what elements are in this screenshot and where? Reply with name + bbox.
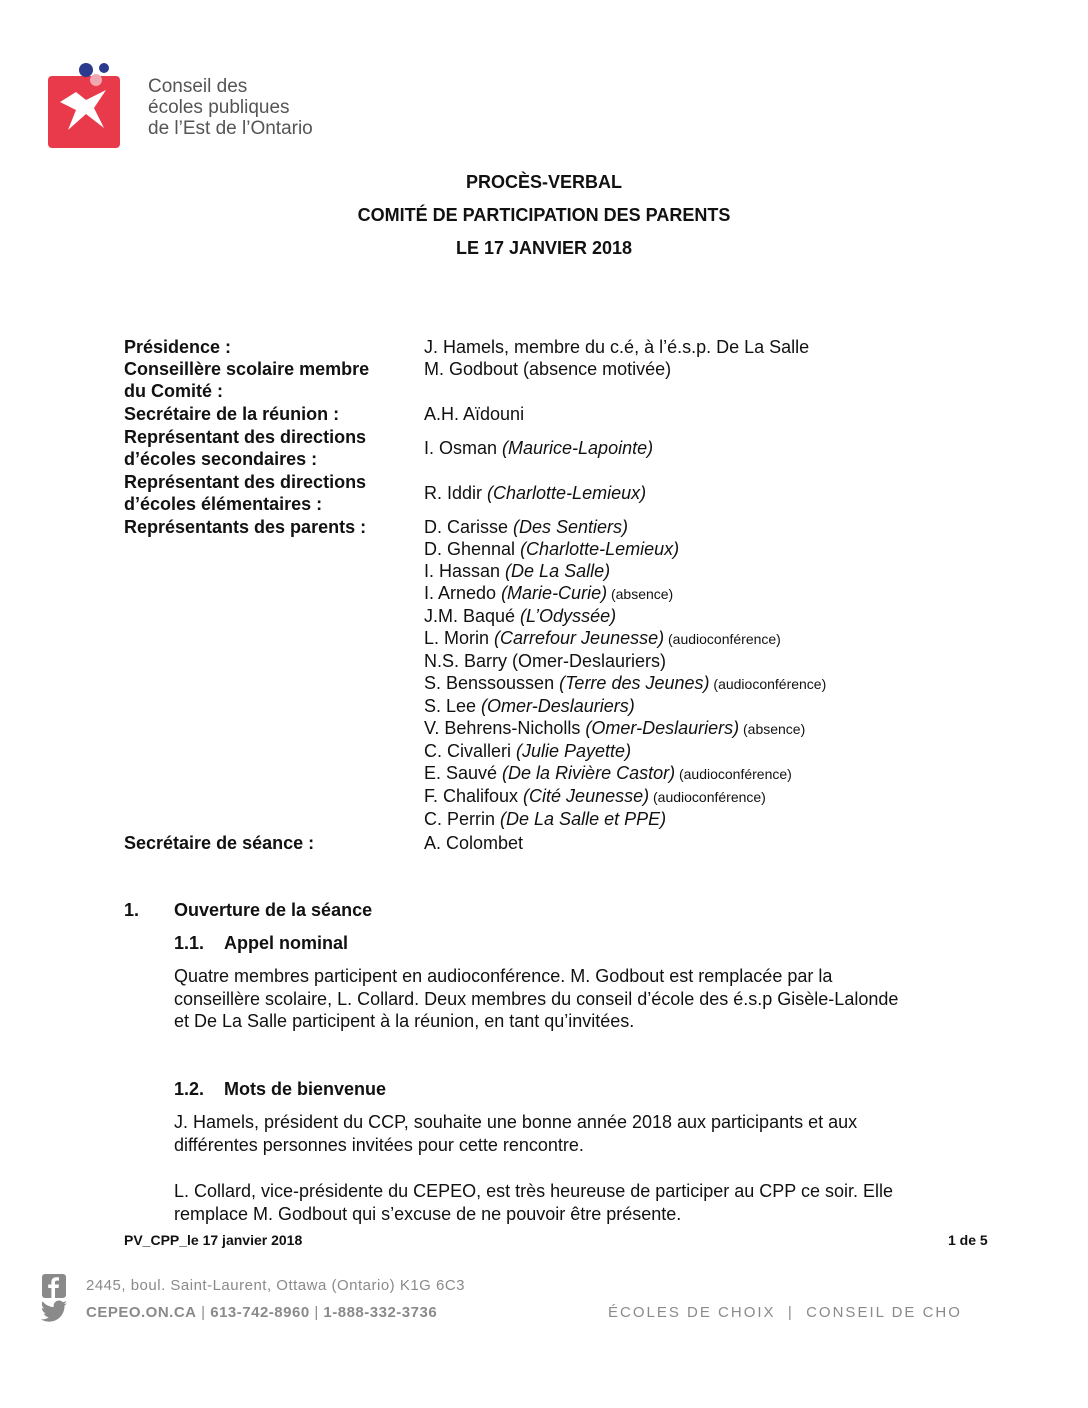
parent-note: (audioconférence)	[709, 676, 827, 692]
parent-school: (L’Odyssée)	[520, 606, 617, 626]
dir-sec-label-line: Représentant des directions	[124, 427, 367, 447]
parent-name: J.M. Baqué	[424, 606, 521, 626]
secretaire-seance-value: A. Colombet	[424, 833, 524, 853]
parent-name: N.S. Barry	[424, 651, 513, 671]
parent-school: (Charlotte-Lemieux)	[520, 539, 680, 559]
section-1-1-number: 1.1.	[174, 933, 205, 953]
section-1-title: Ouverture de la séance	[174, 900, 373, 920]
dir-sec-name: I. Osman	[424, 438, 503, 458]
parent-school: (Des Sentiers)	[513, 517, 629, 537]
parent-note: (absence)	[607, 586, 674, 602]
parent-school: (De La Salle)	[505, 561, 611, 581]
parent-name: D. Carisse	[424, 517, 514, 537]
parent-name: D. Ghennal	[424, 539, 521, 559]
twitter-icon[interactable]	[40, 1300, 68, 1324]
org-logo	[46, 62, 346, 152]
org-name	[148, 76, 313, 139]
section-1-2-number: 1.2.	[174, 1079, 205, 1099]
parent-representative	[424, 650, 826, 672]
parent-name: C. Perrin	[424, 809, 501, 829]
parent-note: (audioconférence)	[649, 789, 766, 805]
cepeo-logo-icon	[46, 62, 136, 152]
committee-title: COMITÉ DE PARTICIPATION DES PARENTS	[357, 205, 731, 225]
parent-school: (Omer-Deslauriers)	[585, 718, 740, 738]
footer-separator: |	[309, 1304, 324, 1321]
facebook-icon[interactable]	[42, 1274, 66, 1298]
parent-representative	[424, 516, 826, 538]
section-1-number: 1.	[124, 900, 140, 920]
secretaire-reunion-value: A.H. Aïdouni	[424, 404, 525, 424]
dir-elem-school: (Charlotte-Lemieux)	[487, 483, 647, 503]
footer-phone: 613-742-8960	[210, 1304, 310, 1321]
section-1-2-para-2: L. Collard, vice-présidente du CEPEO, est très heureuse de participer au CPP ce soir. Elle remplace M. Godbout qui s’excuse de ne pouvoir être présente.	[174, 1181, 894, 1224]
page-number: 1 de 5	[948, 1232, 988, 1248]
parent-name: C. Civalleri	[424, 741, 517, 761]
secretaire-reunion-label: Secrétaire de la réunion :	[124, 404, 340, 424]
conseillere-label-line: Conseillère scolaire membre	[124, 359, 370, 379]
secretaire-seance-label: Secrétaire de séance :	[124, 833, 315, 853]
parent-representative	[424, 695, 826, 717]
org-name-line: Conseil des	[148, 76, 248, 97]
footer-address: 2445, boul. Saint-Laurent, Ottawa (Ontario) K1G 6C3	[86, 1277, 466, 1294]
org-name-line: écoles publiques	[148, 97, 290, 118]
parent-name: E. Sauvé	[424, 763, 503, 783]
conseillere-label	[124, 358, 404, 402]
parent-school: (De la Rivière Castor)	[502, 763, 676, 783]
parent-school: (Omer-Deslauriers)	[512, 651, 667, 671]
dir-sec-label-line: d’écoles secondaires :	[124, 449, 318, 469]
doc-reference: PV_CPP_le 17 janvier 2018	[124, 1232, 303, 1248]
parent-name: V. Behrens-Nicholls	[424, 718, 586, 738]
parent-note: (audioconférence)	[664, 631, 781, 647]
parent-representative	[424, 672, 826, 695]
org-name-line: de l’Est de l’Ontario	[148, 118, 313, 139]
conseillere-label-line: du Comité :	[124, 381, 223, 401]
parent-representative	[424, 717, 826, 740]
parent-representative	[424, 605, 826, 627]
parent-school: (Cité Jeunesse)	[523, 786, 650, 806]
parents-list	[424, 516, 826, 830]
parent-name: S. Benssoussen	[424, 673, 560, 693]
section-1-1-text: Quatre membres participent en audioconférence. M. Godbout est remplacée par la conseillère scolaire, L. Collard. Deux membres du conseil d’école des é.s.p Gisèle-Lalonde et De La Salle participent à la réunion, en tant qu’invitées.	[174, 966, 899, 1031]
footer-website-link[interactable]: CEPEO.ON.CA	[86, 1304, 197, 1321]
doc-title: PROCÈS-VERBAL	[465, 172, 622, 192]
meeting-date: LE 17 JANVIER 2018	[455, 238, 633, 258]
parent-name: I. Arnedo	[424, 583, 502, 603]
parent-school: (Carrefour Jeunesse)	[494, 628, 665, 648]
parent-school: (Terre des Jeunes)	[559, 673, 710, 693]
parents-label: Représentants des parents :	[124, 517, 367, 537]
dir-elem-label-line: d’écoles élémentaires :	[124, 494, 323, 514]
parent-representative	[424, 808, 826, 830]
dir-elem-value	[424, 482, 646, 504]
parent-name: L. Morin	[424, 628, 495, 648]
dir-sec-value	[424, 437, 653, 459]
dir-sec-label	[124, 426, 404, 470]
dir-sec-school: (Maurice-Lapointe)	[502, 438, 654, 458]
parent-name: S. Lee	[424, 696, 482, 716]
parent-school: (Julie Payette)	[516, 741, 632, 761]
parent-note: (absence)	[739, 721, 806, 737]
footer-separator: |	[196, 1304, 211, 1321]
footer-tollfree: 1-888-332-3736	[323, 1304, 438, 1321]
dir-elem-name: R. Iddir	[424, 483, 488, 503]
parent-school: (Marie-Curie)	[501, 583, 608, 603]
parent-name: F. Chalifoux	[424, 786, 524, 806]
parent-school: (De La Salle et PPE)	[500, 809, 667, 829]
presidence-label: Présidence :	[124, 337, 232, 357]
parent-representative	[424, 740, 826, 762]
dir-elem-label	[124, 471, 404, 515]
presidence-value: J. Hamels, membre du c.é, à l’é.s.p. De La Salle	[424, 337, 810, 357]
parent-representative	[424, 560, 826, 582]
parent-representative	[424, 538, 826, 560]
footer-contact	[86, 1304, 437, 1321]
conseillere-value: M. Godbout (absence motivée)	[424, 359, 672, 379]
parent-representative	[424, 582, 826, 605]
section-1-2-title: Mots de bienvenue	[224, 1079, 387, 1099]
parent-representative	[424, 627, 826, 650]
footer-tagline: ÉCOLES DE CHOIX | CONSEIL DE CHO	[608, 1304, 962, 1321]
section-1-1-title: Appel nominal	[224, 933, 349, 953]
section-1-2-para-1: J. Hamels, président du CCP, souhaite une bonne année 2018 aux participants et aux différentes personnes invitées pour cette rencontre.	[174, 1112, 858, 1155]
dir-elem-label-line: Représentant des directions	[124, 472, 367, 492]
parent-school: (Omer-Deslauriers)	[481, 696, 635, 716]
parent-representative	[424, 762, 826, 785]
parent-note: (audioconférence)	[675, 766, 792, 782]
parent-name: I. Hassan	[424, 561, 506, 581]
parent-representative	[424, 785, 826, 808]
